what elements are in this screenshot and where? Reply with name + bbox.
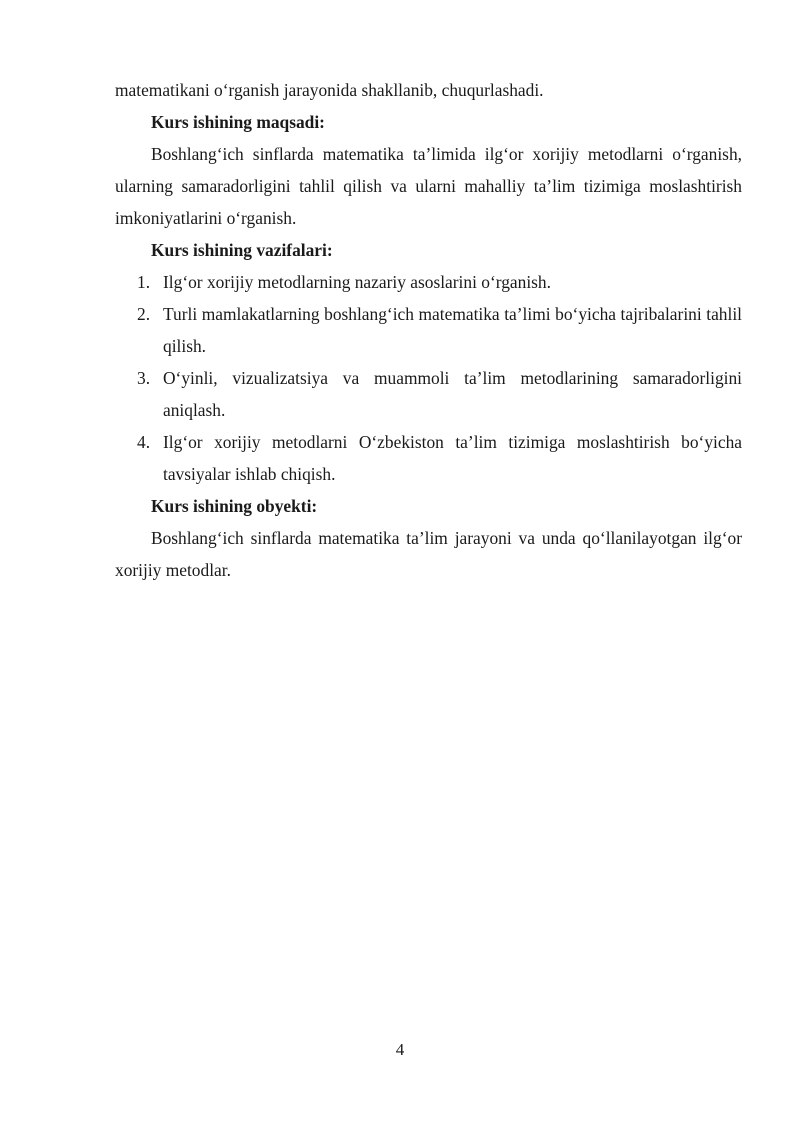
list-item <box>115 298 742 362</box>
list-item <box>115 426 742 490</box>
list-item-number: 1. <box>137 272 151 292</box>
tasks-heading: Kurs ishining vazifalari: <box>151 240 333 260</box>
object-heading: Kurs ishining obyekti: <box>151 496 318 516</box>
continuation-text: matematikani o‘rganish jarayonida shakllanib, chuqurlashadi. <box>115 80 544 100</box>
list-item-number: 4. <box>137 432 151 452</box>
list-item-text: Ilg‘or xorijiy metodlarning nazariy asoslarini o‘rganish. <box>163 272 551 292</box>
goal-heading: Kurs ishining maqsadi: <box>151 112 325 132</box>
page-number: 4 <box>395 1040 405 1059</box>
list-item-text: Ilg‘or xorijiy metodlarni O‘zbekiston ta’lim tizimiga moslashtirish bo‘yicha tavsiyalar ishlab chiqish. <box>163 432 742 484</box>
list-item <box>115 362 742 426</box>
list-item-number: 3. <box>137 368 151 388</box>
list-item-number: 2. <box>137 304 151 324</box>
list-item-text: Turli mamlakatlarning boshlang‘ich matematika ta’limi bo‘yicha tajribalarini tahlil qilish. <box>163 304 742 356</box>
list-item-text: O‘yinli, vizualizatsiya va muammoli ta’lim metodlarining samaradorligini aniqlash. <box>163 368 742 420</box>
list-item <box>115 266 742 298</box>
goal-paragraph: Boshlang‘ich sinflarda matematika ta’limida ilg‘or xorijiy metodlarni o‘rganish, ularning samaradorligini tahlil qilish va ularni mahalliy ta’lim tizimiga moslashtirish imkoniyatlarini o‘rganish. <box>115 144 742 228</box>
page-content <box>115 74 742 586</box>
tasks-list <box>115 266 742 490</box>
object-paragraph: Boshlang‘ich sinflarda matematika ta’lim jarayoni va unda qo‘llanilayotgan ilg‘or xorijiy metodlar. <box>115 528 742 580</box>
